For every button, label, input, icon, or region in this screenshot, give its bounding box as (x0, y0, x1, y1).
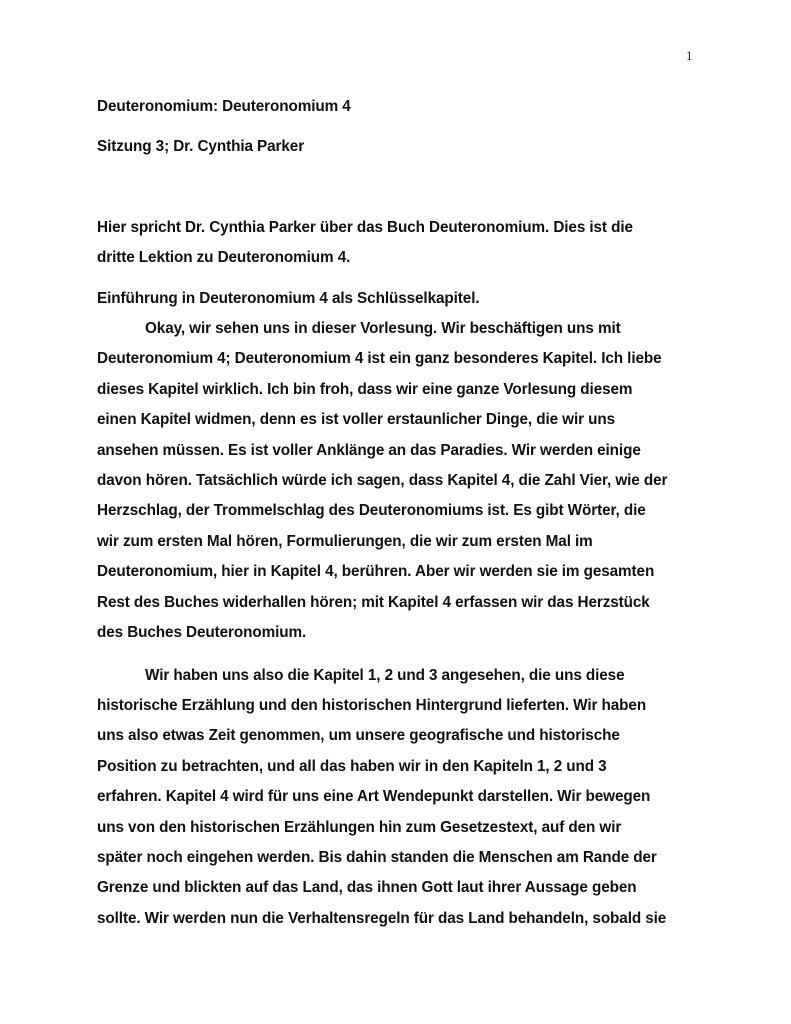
text-line: Grenze und blickten auf das Land, das ihnen Gott laut ihrer Aussage geben (97, 879, 637, 897)
text-line: ansehen müssen. Es ist voller Anklänge an das Paradies. Wir werden einige (97, 441, 641, 459)
body-paragraph-1 (97, 314, 697, 648)
text-line: Hier spricht Dr. Cynthia Parker über das Buch Deuteronomium. Dies ist die (97, 218, 633, 236)
text-line: davon hören. Tatsächlich würde ich sagen, dass Kapitel 4, die Zahl Vier, wie der (97, 472, 668, 490)
intro-paragraph (97, 213, 697, 274)
text-line: wir zum ersten Mal hören, Formulierungen, die wir zum ersten Mal im (97, 532, 593, 550)
text-line: uns also etwas Zeit genommen, um unsere geografische und historische (97, 727, 620, 745)
text-line: dritte Lektion zu Deuteronomium 4. (97, 249, 351, 267)
document-body (97, 92, 697, 934)
text-line: uns von den historischen Erzählungen hin zum Gesetzestext, auf den wir (97, 818, 622, 836)
text-line: dieses Kapitel wirklich. Ich bin froh, dass wir eine ganze Vorlesung diesem (97, 380, 633, 398)
text-line: Deuteronomium 4; Deuteronomium 4 ist ein ganz besonderes Kapitel. Ich liebe (97, 350, 662, 368)
page-number: 1 (686, 48, 693, 63)
text-line: Okay, wir sehen uns in dieser Vorlesung. Wir beschäftigen uns mit (145, 320, 621, 338)
text-line: des Buches Deuteronomium. (97, 624, 307, 642)
session-line: Sitzung 3; Dr. Cynthia Parker (97, 138, 305, 156)
text-line: Deuteronomium, hier in Kapitel 4, berühren. Aber wir werden sie im gesamten (97, 563, 655, 581)
text-line: Rest des Buches widerhallen hören; mit Kapitel 4 erfassen wir das Herzstück (97, 593, 650, 611)
text-line: sollte. Wir werden nun die Verhaltensregeln für das Land behandeln, sobald sie (97, 909, 667, 927)
text-line: Wir haben uns also die Kapitel 1, 2 und 3 angesehen, die uns diese (145, 666, 625, 684)
text-line: Position zu betrachten, und all das haben wir in den Kapiteln 1, 2 und 3 (97, 757, 607, 775)
text-line: Herzschlag, der Trommelschlag des Deuteronomiums ist. Es gibt Wörter, die (97, 502, 646, 520)
section-heading: Einführung in Deuteronomium 4 als Schlüsselkapitel. (97, 289, 480, 307)
document-title: Deuteronomium: Deuteronomium 4 (97, 98, 351, 115)
text-line: historische Erzählung und den historischen Hintergrund lieferten. Wir haben (97, 696, 647, 714)
text-line: später noch eingehen werden. Bis dahin standen die Menschen am Rande der (97, 848, 657, 866)
text-line: einen Kapitel widmen, denn es ist voller erstaunlicher Dinge, die wir uns (97, 411, 616, 429)
text-line: erfahren. Kapitel 4 wird für uns eine Art Wendepunkt darstellen. Wir bewegen (97, 788, 651, 806)
body-paragraph-2 (97, 661, 697, 935)
